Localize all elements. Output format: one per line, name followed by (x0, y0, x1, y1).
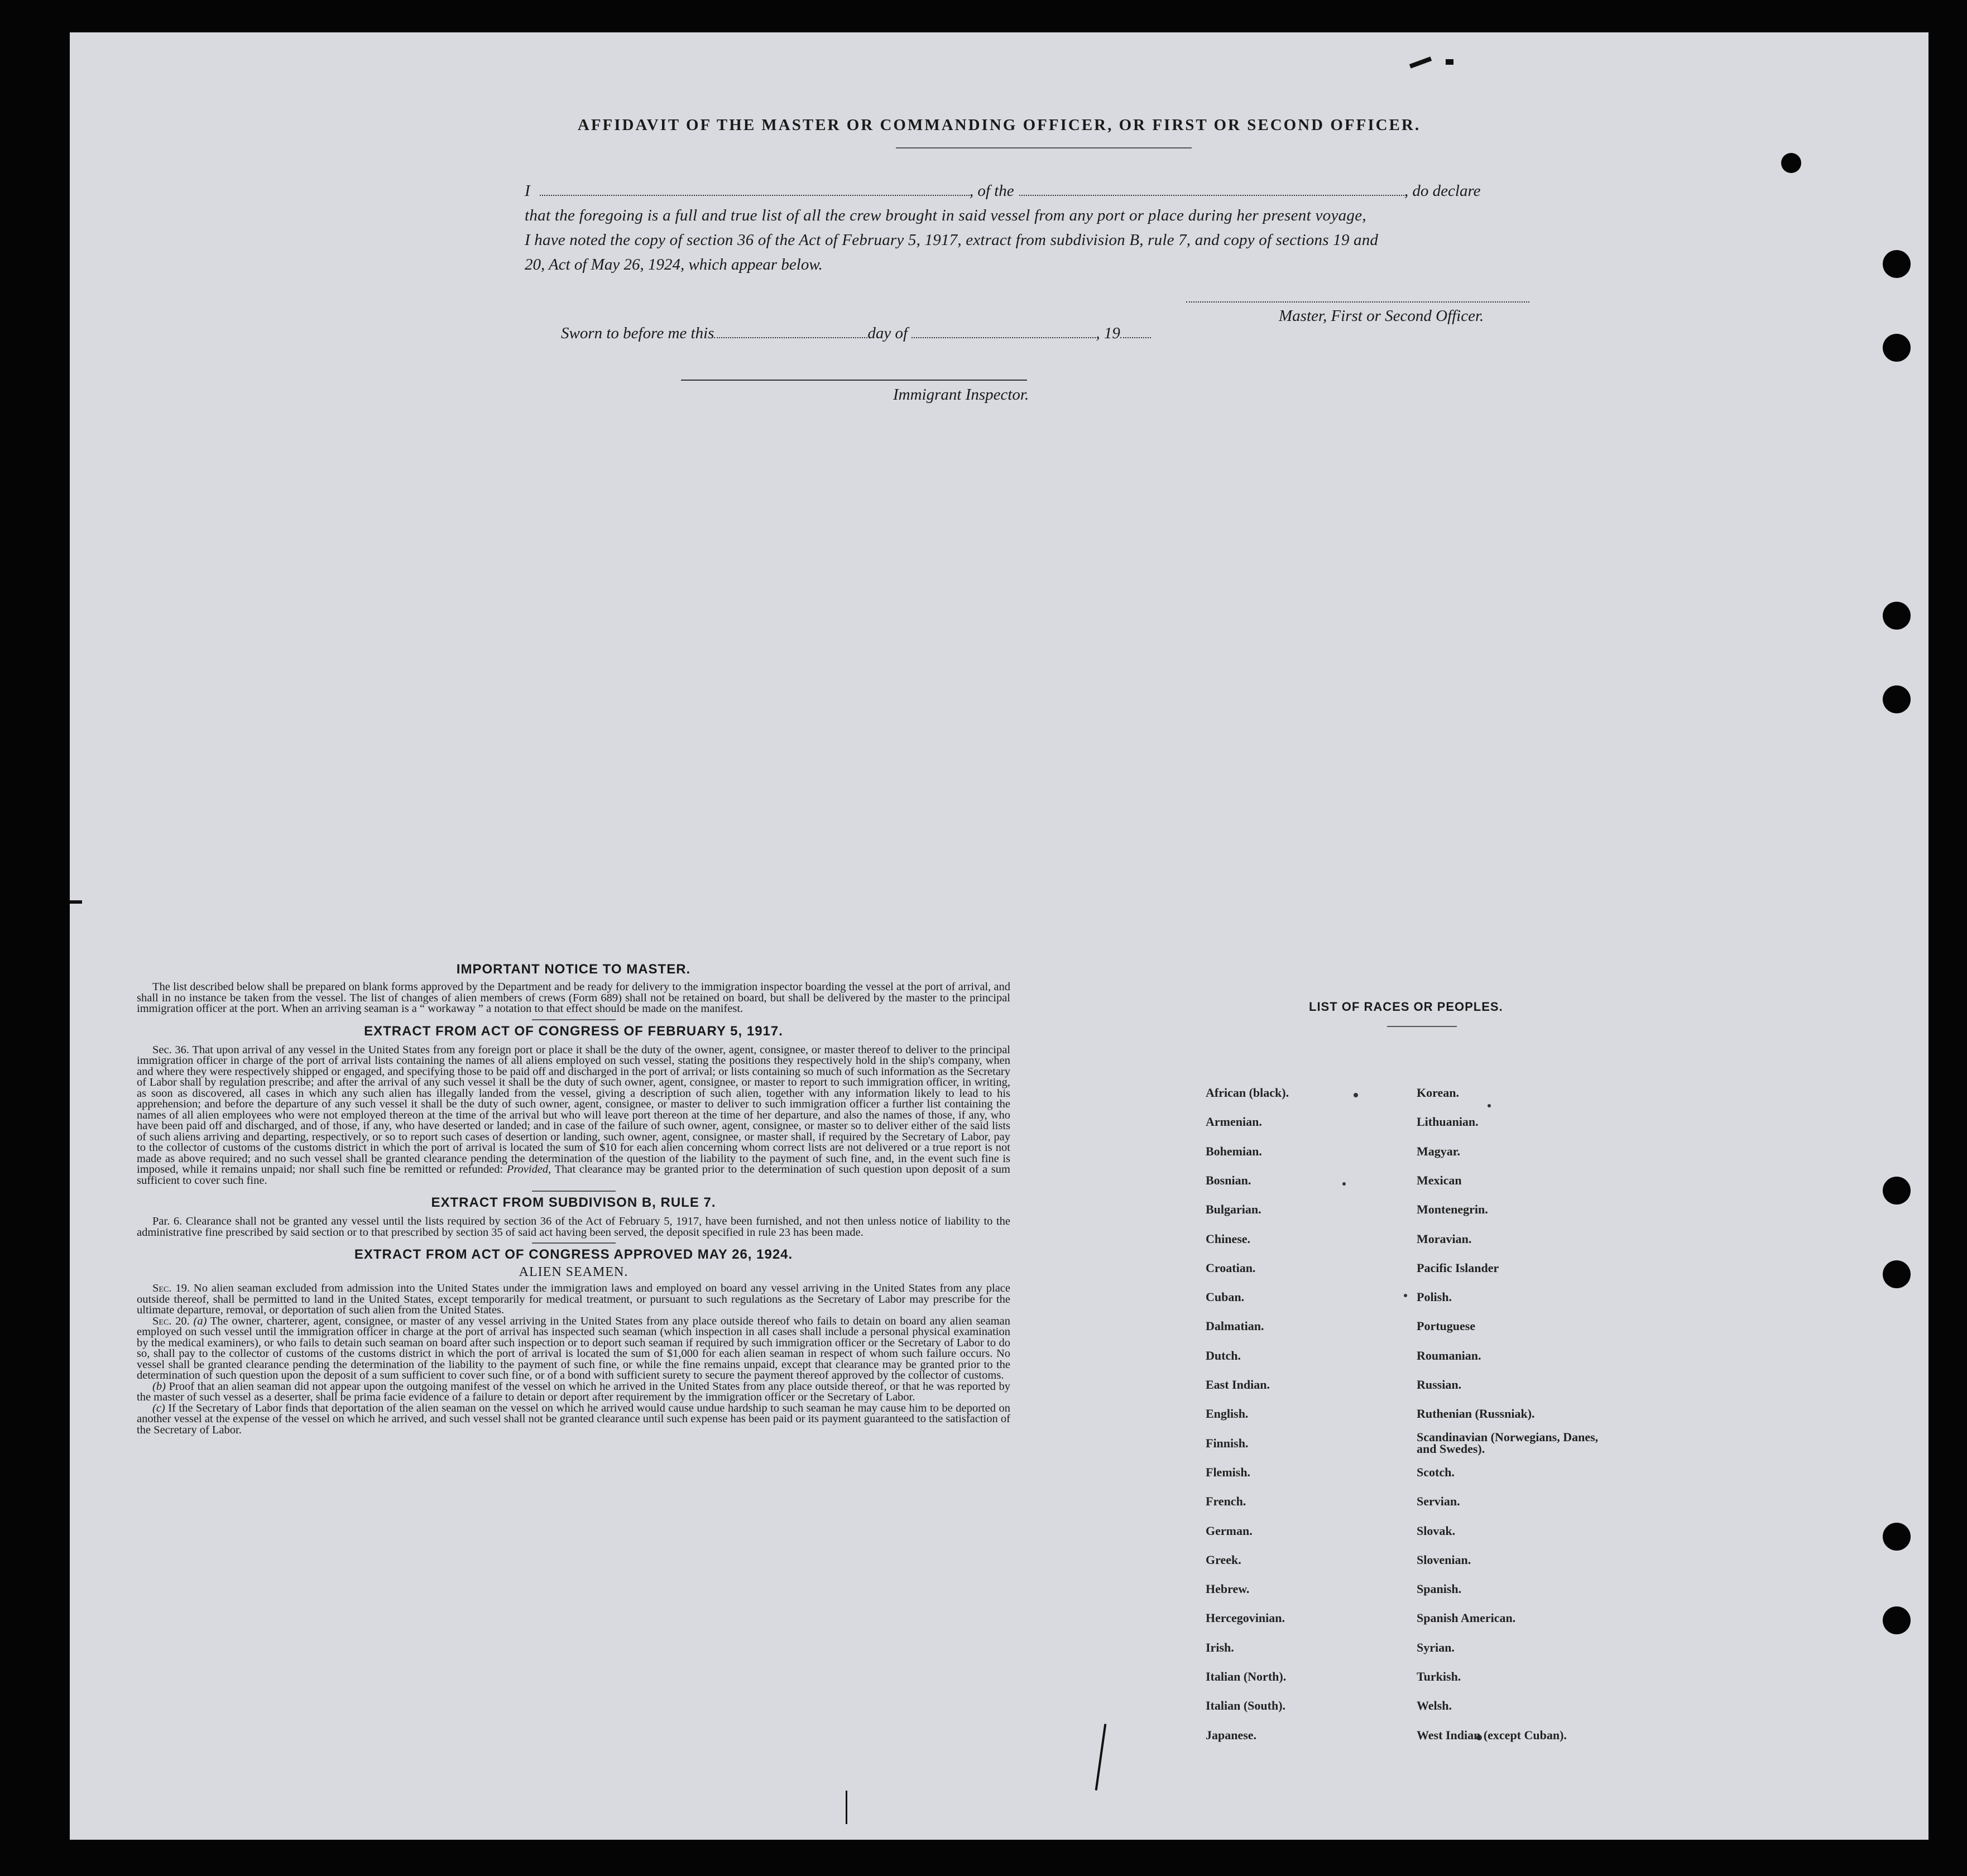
vessel-name-field[interactable] (1019, 183, 1404, 196)
punch-hole (1781, 153, 1801, 173)
race-right-item: Lithuanian. (1417, 1115, 1479, 1129)
race-left-item: Italian (North). (1206, 1669, 1287, 1683)
race-left-item: Hebrew. (1206, 1582, 1250, 1596)
affidavit-title: AFFIDAVIT OF THE MASTER OR COMMANDING OFFICER, OR FIRST OR SECOND OFFICER. (577, 116, 1421, 134)
race-left-item: German. (1206, 1524, 1253, 1538)
punch-hole (1883, 1523, 1911, 1551)
sworn-label: Sworn to before me this (561, 324, 714, 342)
affidavit-line-2: that the foregoing is a full and true list of all the crew brought in said vessel from any port or place during her present voyage, (525, 207, 1366, 224)
race-left-item: Irish. (1206, 1640, 1234, 1654)
day-of-label: day of (867, 324, 908, 342)
race-left-item: English. (1206, 1407, 1249, 1421)
of-the-label: , of the (969, 182, 1014, 200)
sworn-month-field[interactable] (911, 325, 1096, 338)
sec20c-body: If the Secretary of Labor finds that deportation of the alien seaman on the vessel on which he arrived would cause undue hardship to such seaman he may cause him to be deported on another vessel at the expense of the vessel on which he arrived, and such vessel shall not be granted clearance until such expense has been paid or its payment guaranteed to the satisfaction of the Secretary of Labor. (137, 1402, 1011, 1436)
title-rule (896, 147, 1192, 148)
race-left-item: Bosnian. (1206, 1173, 1251, 1187)
provided-label: Provided, (506, 1163, 551, 1176)
race-right-item: Russian. (1417, 1378, 1462, 1392)
punch-hole (1883, 1260, 1911, 1288)
inspector-signature-field[interactable] (681, 380, 1027, 381)
race-left-item: Chinese. (1206, 1232, 1251, 1246)
ink-mark (1446, 59, 1453, 65)
sec19-text (137, 1283, 1010, 1316)
race-right-item: Slovenian. (1417, 1553, 1471, 1567)
race-right-item: Scandinavian (Norwegians, Danes, and Swedes). (1417, 1430, 1599, 1456)
sec20b-body: Proof that an alien seaman did not appear upon the outgoing manifest of the vessel on which he arrived in the United States from any place outside thereof, or that he was reported by the master of such vessel as a deserter, shall be prima facie evidence of a failure to detain or deport after requirement by the immigration officer or the Secretary of Labor. (137, 1380, 1010, 1403)
sec19-body: No alien seaman excluded from admission into the United States under the immigration laws and employed on board any vessel arriving in the United States from any place outside thereof, shall be permitted to land in the United States, except temporarily for medical treatment, or pursuant to such regulations as the Secretary of Labor may prescribe for the ultimate departure, removal, or deportation of such alien from the United States. (137, 1282, 1011, 1316)
sec36-proviso: That clearance may be granted prior to the determination of such question upon deposit of a sum sufficient to cover such fine. (137, 1163, 1010, 1187)
race-right-item: West Indian (except Cuban). (1417, 1728, 1567, 1742)
affidavit-line-1 (525, 182, 1602, 200)
race-left-item: African (black). (1206, 1086, 1289, 1100)
sec20a-label: (a) (193, 1314, 207, 1327)
races-title: LIST OF RACES OR PEOPLES. (1309, 1000, 1503, 1014)
race-right-item: Spanish American. (1417, 1611, 1516, 1625)
master-signature-label: Master, First or Second Officer. (1279, 307, 1484, 325)
race-left-item: Dalmatian. (1206, 1319, 1264, 1333)
ink-mark (1409, 56, 1432, 68)
form-sheet (70, 32, 1928, 1840)
punch-hole (1883, 1177, 1911, 1205)
race-right-item: Welsh. (1417, 1699, 1452, 1712)
race-right-item: Moravian. (1417, 1232, 1472, 1246)
race-left-item: Italian (South). (1206, 1699, 1286, 1712)
punch-hole (1883, 250, 1911, 278)
ink-speck (1404, 1294, 1407, 1297)
race-right-item: Spanish. (1417, 1582, 1462, 1596)
affidavit-line-3: I have noted the copy of section 36 of the Act of February 5, 1917, extract from subdivision B, rule 7, and copy of sections 19 and (525, 231, 1379, 249)
ink-speck (1342, 1182, 1346, 1186)
extract-1917-text (137, 1045, 1010, 1187)
ink-mark (846, 1791, 847, 1824)
extract-1917-heading: EXTRACT FROM ACT OF CONGRESS OF FEBRUARY 5, 1917. (364, 1023, 783, 1039)
year-label: , 19 (1096, 324, 1120, 342)
punch-hole (1883, 1606, 1911, 1634)
extract-1924-heading: EXTRACT FROM ACT OF CONGRESS APPROVED MAY 26, 1924. (354, 1247, 793, 1262)
alien-seamen-subheading: ALIEN SEAMEN. (519, 1265, 629, 1279)
affidavit-line-4: 20, Act of May 26, 1924, which appear below. (525, 256, 823, 274)
race-left-item: Armenian. (1206, 1115, 1262, 1129)
sworn-day-field[interactable] (714, 325, 867, 338)
notices-column (137, 962, 1010, 1436)
race-right-item: Turkish. (1417, 1669, 1461, 1683)
ink-speck (1354, 1093, 1358, 1097)
race-left-item: Cuban. (1206, 1290, 1245, 1304)
race-right-item: Ruthenian (Russniak). (1417, 1407, 1535, 1421)
sworn-year-field[interactable] (1120, 325, 1151, 338)
race-right-item: Roumanian. (1417, 1349, 1481, 1362)
sworn-line (561, 324, 1287, 343)
race-right-item: Montenegrin. (1417, 1202, 1488, 1216)
sec20c-label: (c) (152, 1402, 165, 1414)
sec36-text: Sec. 36. That upon arrival of any vessel in the United States from any foreign port or place it shall be the duty of the owner, agent, consignee, or master thereof to deliver to the principal immigration officer in charge of the port of arrival lists containing the names of all aliens employed on such vessel, stating the positions they respectively hold in the ship's company, when and where they were respectively shipped or engaged, and specifying those to be paid off and discharged in the port of arrival; or lists containing so much of such information as the Secretary of Labor shall by regulation prescribe; and after the arrival of any such vessel it shall be the duty of such owner, agent, consignee, or master to report to such immigration officer, in writing, as soon as discovered, all cases in which any such alien has illegally landed from the vessel, giving a description of such alien, together with any information likely to lead to his apprehension; and before the departure of any such vessel it shall be the duty of such owner, agent, consignee, or master to deliver to such immigration officer a further list containing the names of all alien employees who were not employed thereon at the time of the arrival but who will leave port thereon at the time of her departure, and also the names of those, if any, who have been paid off and discharged, and of those, if any, who have deserted or landed; and in case of the failure of such owner, agent, consignee, or master so to deliver either of the said lists of such aliens arriving and departing, respectively, or so to report such cases of desertion or landing, such owner, agent, consignee, or master shall, if required by the Secretary of Labor, pay to the collector of customs of the customs district in which the port of arrival is located the sum of $10 for each alien concerning whom correct lists are not delivered or a true report is not made as above required; and no such vessel shall be granted clearance pending the determination of the question of the liability to the payment of such fine, and, in the event such fine is imposed, while it remains unpaid; nor shall such fine be remitted or refunded: (137, 1043, 1010, 1176)
sec20-label: Sec. 20. (152, 1314, 190, 1327)
race-right-item: Syrian. (1417, 1640, 1455, 1654)
race-left-item: Croatian. (1206, 1261, 1256, 1275)
inspector-signature-label: Immigrant Inspector. (893, 386, 1029, 404)
sec20a-body: The owner, charterer, agent, consignee, or master of any vessel arriving in the United States from any place outside thereof who fails to detain on board any alien seaman employed on such vessel until the immigration officer in charge at the port of arrival has inspected such seaman (which inspection in all cases shall include a personal physical examination by the medical examiners), or who fails to detain such seaman on board after such inspection or to deport such seaman if required by such immigration officer or the Secretary of Labor to do so, shall pay to the collector of customs of the customs district in which the port of arrival is located the sum of $1,000 for each alien seaman in respect of whom such failure occurs. No vessel shall be granted clearance pending the determination of the liability to the payment of such fine, or while the fine remains unpaid, except that clearance may be granted prior to the determination of such question upon the deposit of a sum sufficient to cover such fine, or of a bond with sufficient surety to secure the payment thereof approved by the collector of customs. (137, 1314, 1010, 1381)
punch-hole (1883, 685, 1911, 713)
races-title-rule (1387, 1026, 1457, 1027)
race-left-item: Japanese. (1206, 1728, 1257, 1742)
race-right-item: Mexican (1417, 1173, 1462, 1187)
sec20a-text (137, 1316, 1010, 1381)
race-left-item: Flemish. (1206, 1465, 1251, 1479)
race-right-item: Korean. (1417, 1086, 1459, 1100)
section-rule (532, 1019, 616, 1020)
rule7-text: Par. 6. Clearance shall not be granted any vessel until the lists required by section 36 of the Act of February 5, 1917, have been furnished, and not then unless notice of liability to the administrative fine prescribed by said section or to that prescribed by section 35 of said act having been served, the deposit specified in rule 23 has been made. (137, 1215, 1010, 1239)
do-declare-label: , do declare (1404, 182, 1481, 200)
section-rule (532, 1242, 616, 1244)
race-right-item: Servian. (1417, 1494, 1460, 1508)
race-right-item: Pacific Islander (1417, 1261, 1499, 1275)
master-signature-field[interactable] (1186, 301, 1529, 303)
declarant-label: I (525, 182, 530, 200)
section-rule (532, 1191, 616, 1192)
sec20c-text (137, 1403, 1010, 1436)
notice-text: The list described below shall be prepared on blank forms approved by the Department and be ready for delivery to the immigration inspector boarding the vessel at the port of arrival, and shall in no instance be taken from the vessel. The list of changes of alien members of crews (Form 689) shall not be retained on board, but shall be delivered by the master to the principal immigration officer at the port. When an arriving seaman is a “ workaway ” a notation to that effect should be made on the manifest. (137, 981, 1010, 1015)
sec19-label: Sec. 19. (152, 1282, 190, 1294)
punch-hole (1883, 334, 1911, 362)
race-left-item: Greek. (1206, 1553, 1241, 1567)
race-right-item: Magyar. (1417, 1144, 1461, 1158)
race-left-item: Bohemian. (1206, 1144, 1262, 1158)
race-left-item: Bulgarian. (1206, 1202, 1261, 1216)
race-right-item: Polish. (1417, 1290, 1452, 1304)
race-left-item: Hercegovinian. (1206, 1611, 1285, 1625)
sec20b-label: (b) (152, 1380, 166, 1393)
race-right-item: Portuguese (1417, 1319, 1476, 1333)
race-left-item: East Indian. (1206, 1378, 1270, 1392)
race-left-item: French. (1206, 1494, 1246, 1508)
sec20b-text (137, 1381, 1010, 1403)
ink-speck (1488, 1104, 1491, 1107)
notice-heading: IMPORTANT NOTICE TO MASTER. (456, 962, 691, 977)
race-left-item: Dutch. (1206, 1349, 1241, 1362)
rule7-heading: EXTRACT FROM SUBDIVISON B, RULE 7. (431, 1195, 716, 1210)
declarant-name-field[interactable] (540, 183, 970, 196)
ink-mark (70, 900, 82, 904)
race-right-item: Scotch. (1417, 1465, 1455, 1479)
ink-mark (1095, 1724, 1107, 1790)
race-left-item: Finnish. (1206, 1436, 1249, 1450)
race-right-item: Slovak. (1417, 1524, 1456, 1538)
punch-hole (1883, 602, 1911, 630)
